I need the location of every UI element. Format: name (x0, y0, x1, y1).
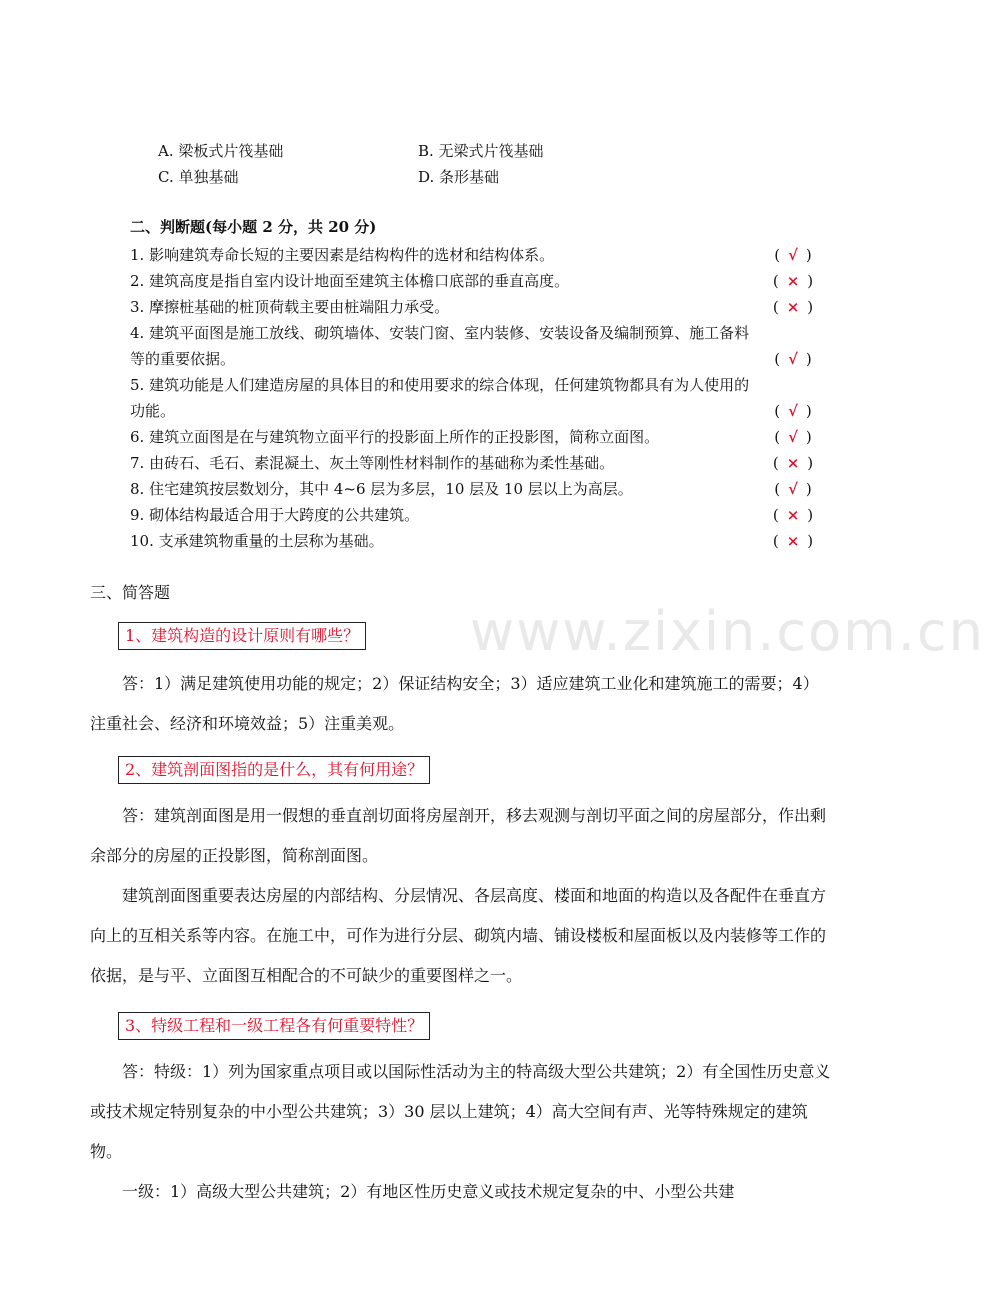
tf-answer: ( √ ) (774, 428, 812, 446)
question-3-title: 3、特级工程和一级工程各有何重要特性？ (118, 1012, 430, 1040)
tf-text: 1. 影响建筑寿命长短的主要因素是结构构件的选材和结构体系。 (130, 246, 555, 264)
tf-item-4 (130, 320, 820, 372)
tf-item-3 (130, 294, 820, 320)
option-d: D. 条形基础 (418, 168, 500, 186)
tf-answer: ( √ ) (774, 480, 812, 498)
option-a: A. 梁板式片筏基础 (158, 142, 284, 160)
tf-answer: ( × ) (772, 532, 814, 550)
tf-text: 10. 支承建筑物重量的土层称为基础。 (130, 532, 384, 550)
question-2-answer-p2: 建筑剖面图重要表达房屋的内部结构、分层情况、各层高度、楼面和地面的构造以及各配件在垂直方向上的互相关系等内容。在施工中，可作为进行分层、砌筑内墙、铺设楼板和屋面板以及内装修等工作的依据，是与平、立面图互相配合的不可缺少的重要图样之一。 (90, 886, 827, 985)
tf-item-1 (130, 242, 820, 268)
tf-text: 9. 砌体结构最适合用于大跨度的公共建筑。 (130, 506, 420, 524)
true-false-list (130, 242, 820, 554)
tf-text: 4. 建筑平面图是施工放线、砌筑墙体、安装门窗、室内装修、安装设备及编制预算、施工备料等的重要依据。 (130, 324, 750, 368)
tf-text: 2. 建筑高度是指自室内设计地面至建筑主体檐口底部的垂直高度。 (130, 272, 570, 290)
section-2-title: 二、判断题(每小题 2 分，共 20 分) (130, 218, 377, 236)
tf-answer: ( √ ) (774, 402, 812, 420)
tf-text: 3. 摩擦桩基础的桩顶荷载主要由桩端阻力承受。 (130, 298, 450, 316)
tf-answer: ( × ) (772, 272, 814, 290)
question-1-title: 1、建筑构造的设计原则有哪些？ (118, 622, 366, 650)
question-1-answer: 答：1）满足建筑使用功能的规定；2）保证结构安全；3）适应建筑工业化和建筑施工的需要；4）注重社会、经济和环境效益；5）注重美观。 (90, 674, 819, 733)
tf-item-10 (130, 528, 820, 554)
question-2-title: 2、建筑剖面图指的是什么，其有何用途？ (118, 756, 430, 784)
question-2-answer-p1: 答：建筑剖面图是用一假想的垂直剖切面将房屋剖开，移去观测与剖切平面之间的房屋部分，作出剩余部分的房屋的正投影图，简称剖面图。 (90, 806, 827, 865)
tf-text: 8. 住宅建筑按层数划分，其中 4~6 层为多层，10 层及 10 层以上为高层。 (130, 480, 633, 498)
tf-answer: ( × ) (772, 454, 814, 472)
tf-item-6 (130, 424, 820, 450)
tf-answer: ( √ ) (774, 246, 812, 264)
tf-text: 6. 建筑立面图是在与建筑物立面平行的投影面上所作的正投影图，简称立面图。 (130, 428, 660, 446)
tf-item-9 (130, 502, 820, 528)
tf-answer: ( √ ) (774, 350, 812, 368)
tf-text: 5. 建筑功能是人们建造房屋的具体目的和使用要求的综合体现，任何建筑物都具有为人使用的功能。 (130, 376, 750, 420)
watermark: www.zixin.com.cn (470, 600, 985, 663)
tf-item-2 (130, 268, 820, 294)
option-c: C. 单独基础 (158, 168, 239, 186)
tf-item-5 (130, 372, 820, 424)
tf-answer: ( × ) (772, 298, 814, 316)
question-3-answer-p1: 答：特级：1）列为国家重点项目或以国际性活动为主的特高级大型公共建筑；2）有全国性历史意义或技术规定特别复杂的中小型公共建筑；3）30 层以上建筑；4）高大空间有声、光等特殊规定的建筑物。 (90, 1062, 831, 1161)
choice-options (158, 138, 678, 190)
tf-item-7 (130, 450, 820, 476)
section-3-title: 三、简答题 (90, 583, 171, 602)
tf-item-8 (130, 476, 820, 502)
tf-answer: ( × ) (772, 506, 814, 524)
tf-text: 7. 由砖石、毛石、素混凝土、灰土等刚性材料制作的基础称为柔性基础。 (130, 454, 615, 472)
option-b: B. 无梁式片筏基础 (418, 142, 544, 160)
question-3-answer-p2: 一级：1）高级大型公共建筑；2）有地区性历史意义或技术规定复杂的中、小型公共建 (122, 1182, 735, 1201)
